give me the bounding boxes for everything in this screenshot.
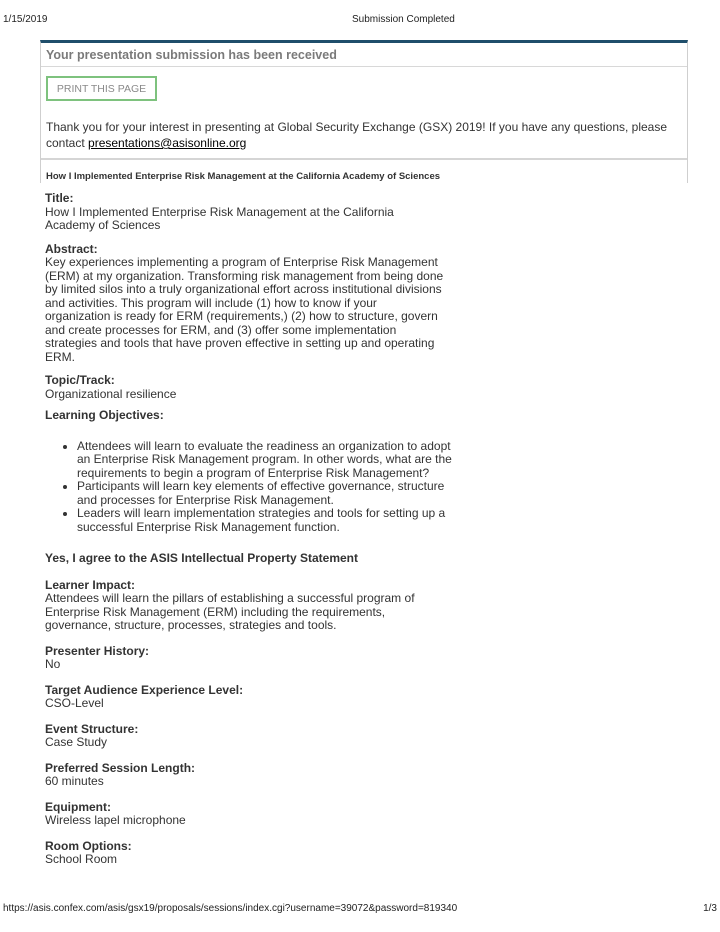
room-value: School Room	[45, 852, 118, 866]
abstract-field	[45, 243, 445, 365]
structure-value: Case Study	[45, 735, 108, 749]
audience-field	[45, 684, 445, 711]
objectives-label: Learning Objectives:	[45, 408, 164, 422]
session-heading: How I Implemented Enterprise Risk Management at the California Academy of Sciences	[46, 171, 441, 182]
submission-card	[40, 40, 688, 183]
objective-item: • Participants will learn key elements of effective governance, structure and processes for Enterprise Risk Management.	[77, 480, 457, 507]
contact-email-link[interactable]: presentations@asisonline.org	[88, 136, 247, 150]
length-field	[45, 762, 445, 789]
impact-field	[45, 579, 445, 633]
history-label: Presenter History:	[45, 643, 150, 658]
page-number: 1/3	[703, 903, 717, 914]
history-value: No	[45, 657, 61, 671]
print-title: Submission Completed	[352, 14, 455, 25]
structure-label: Event Structure:	[45, 721, 139, 736]
objectives-list	[45, 440, 457, 535]
print-header	[0, 14, 720, 28]
topic-label: Topic/Track:	[45, 373, 115, 387]
title-value: How I Implemented Enterprise Risk Management at the California Academy of Sciences	[45, 204, 394, 232]
impact-label: Learner Impact:	[45, 577, 136, 592]
thank-you-text: Thank you for your interest in presenting at Global Security Exchange (GSX) 2019! If you have any questions, please contact	[46, 120, 668, 150]
history-field	[45, 645, 445, 672]
ip-agreement-statement: Yes, I agree to the ASIS Intellectual Property Statement	[45, 551, 358, 565]
title-field	[45, 192, 445, 233]
print-footer	[0, 903, 720, 917]
print-page-button[interactable]: PRINT THIS PAGE	[46, 76, 157, 101]
audience-value: CSO-Level	[45, 696, 104, 710]
title-label: Title:	[45, 191, 74, 205]
abstract-value: Key experiences implementing a program of Enterprise Risk Management (ERM) at my organization. Transforming risk management from being done by limited silos into a truly organizational effort across institutional divisions and activities. This program will include (1) how to know if your organization is ready for ERM (requirements,) (2) how to structure, govern and create processes for ERM, and (3) offer some implementation strategies and tools that have proven effective in setting up and operating ERM.	[45, 255, 444, 364]
equipment-value: Wireless lapel microphone	[45, 813, 186, 827]
submission-details	[45, 191, 452, 867]
room-field	[45, 840, 445, 867]
objective-item: • Attendees will learn to evaluate the readiness an organization to adopt an Enterprise Risk Management program. In other words, what are the requirements to begin a program of Enterprise Risk Management?	[77, 440, 457, 481]
equipment-field	[45, 801, 445, 828]
length-label: Preferred Session Length:	[45, 760, 196, 775]
topic-value: Organizational resilience	[45, 386, 177, 401]
topic-field	[45, 374, 445, 401]
print-date: 1/15/2019	[3, 14, 48, 25]
length-value: 60 minutes	[45, 774, 104, 788]
section-divider	[41, 158, 687, 160]
audience-label: Target Audience Experience Level:	[45, 682, 244, 697]
page-url: https://asis.confex.com/asis/gsx19/proposals/sessions/index.cgi?username=39072&password=819340	[3, 903, 458, 914]
room-label: Room Options:	[45, 838, 132, 853]
card-header: Your presentation submission has been received	[41, 43, 687, 67]
thank-you-message	[46, 119, 682, 151]
impact-value: Attendees will learn the pillars of establishing a successful program of Enterprise Risk Management (ERM) including the requirements, governance, structure, processes, strategies and tools.	[45, 591, 415, 632]
abstract-label: Abstract:	[45, 241, 98, 256]
objective-item: • Leaders will learn implementation strategies and tools for setting up a successful Enterprise Risk Management function.	[77, 507, 457, 534]
structure-field	[45, 723, 445, 750]
equipment-label: Equipment:	[45, 799, 111, 814]
